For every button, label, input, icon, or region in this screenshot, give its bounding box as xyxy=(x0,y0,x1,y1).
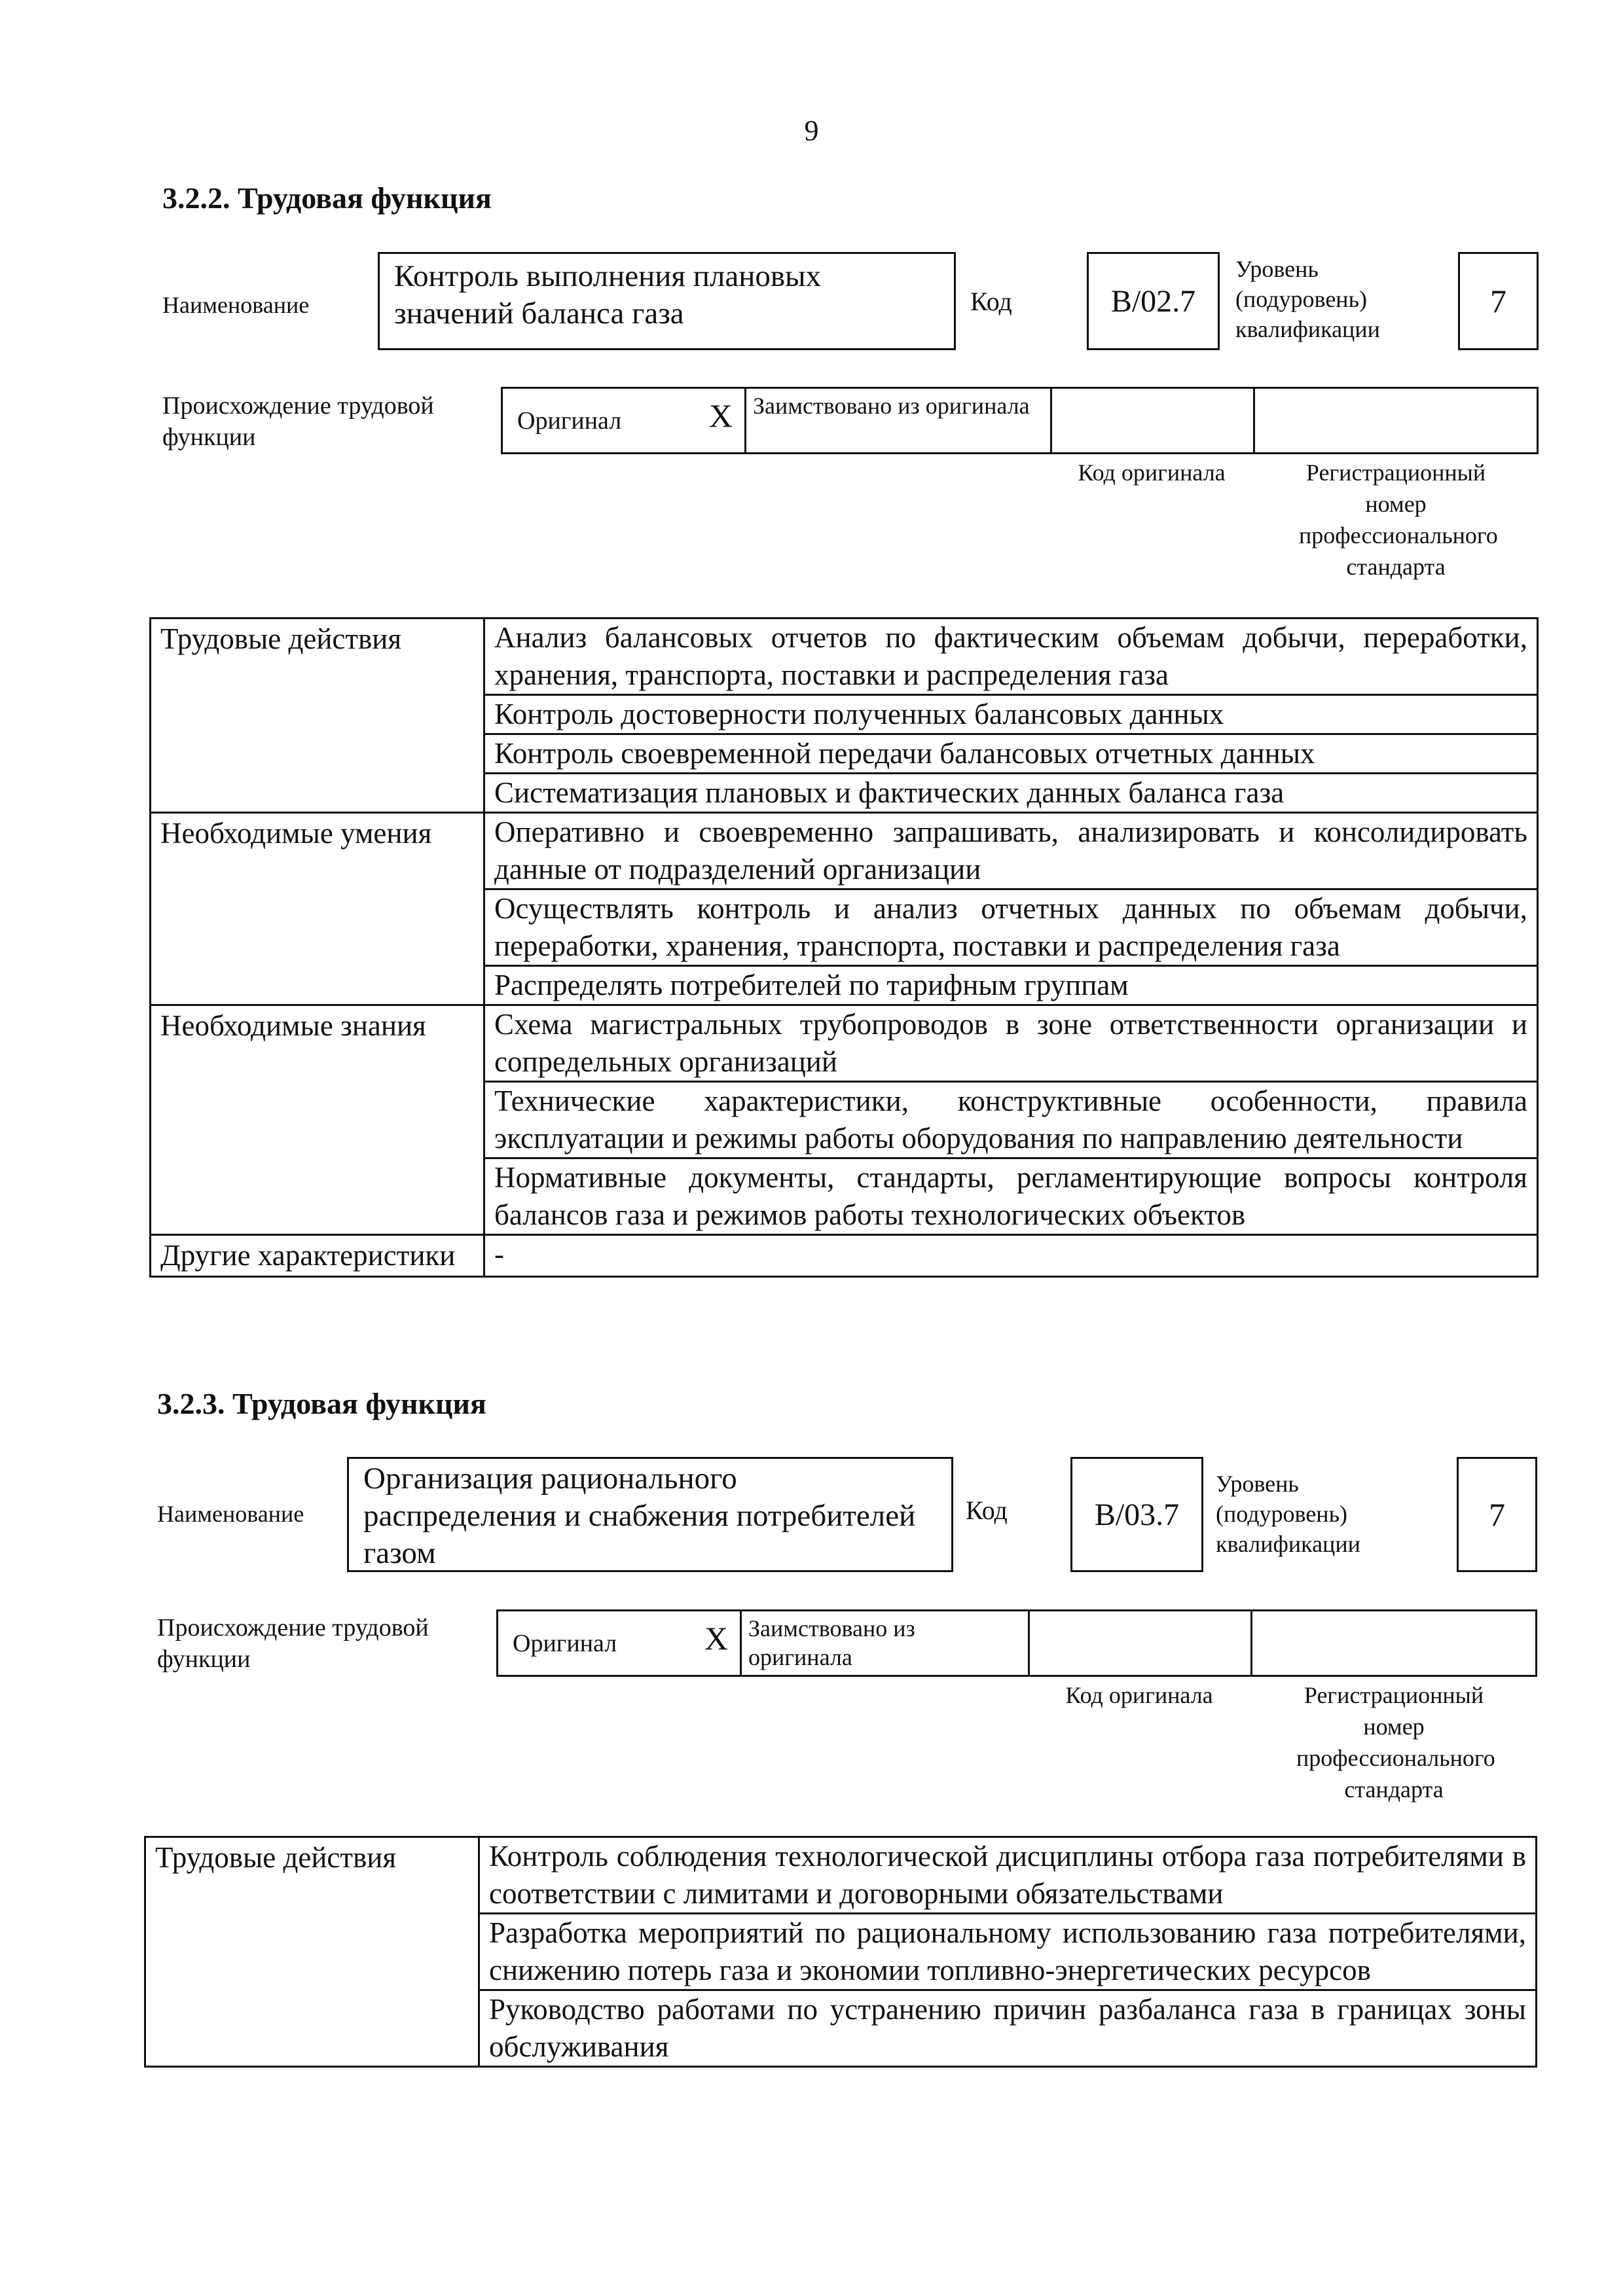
code-value-box: B/03.7 xyxy=(1070,1457,1203,1572)
table-cell: Разработка мероприятий по рациональному использованию газа потребителями, снижению потерь газа и экономии топливно-энергетических ресурсов xyxy=(479,1914,1537,1990)
table-cell: Схема магистральных трубопроводов в зоне ответственности организации и сопредельных организаций xyxy=(484,1005,1538,1082)
code-original-label: Код оригинала xyxy=(1065,1682,1213,1708)
origin-original-cell xyxy=(498,1611,742,1675)
origin-row xyxy=(501,387,1539,454)
code-label: Код xyxy=(966,1496,1008,1525)
table-cell: Систематизация плановых и фактических данных баланса газа xyxy=(484,774,1538,813)
qualification-level-box: 7 xyxy=(1458,252,1539,350)
row-label: Необходимые умения xyxy=(151,813,484,1005)
labor-function-table xyxy=(149,617,1539,1278)
reg-number-label: Регистрационный номер профессионального стандарта xyxy=(1296,1682,1495,1803)
table-cell: Анализ балансовых отчетов по фактическим объемам добычи, переработки, хранения, транспорта, поставки и распределения газа xyxy=(484,619,1538,695)
origin-row xyxy=(496,1609,1537,1677)
reg-number-label: Регистрационный номер профессионального стандарта xyxy=(1299,459,1498,580)
qualification-level-label: Уровень (подуровень) квалификации xyxy=(1235,256,1380,342)
table-cell: Контроль достоверности полученных балансовых данных xyxy=(484,695,1538,734)
table-cell: Осуществлять контроль и анализ отчетных данных по объемам добычи, переработки, хранения, транспорта, поставки и распределения газа xyxy=(484,889,1538,966)
table-cell: Контроль своевременной передачи балансовых отчетных данных xyxy=(484,734,1538,774)
origin-original-label: Оригинал xyxy=(517,406,622,435)
code-original-cell xyxy=(1052,389,1255,452)
row-label: Трудовые действия xyxy=(151,619,484,813)
function-name-box: Контроль выполнения плановых значений баланса газа xyxy=(378,252,956,350)
table-cell: Контроль соблюдения технологической дисциплины отбора газа потребителями в соответствии с лимитами и договорными обязательствами xyxy=(479,1837,1537,1914)
table-cell: Оперативно и своевременно запрашивать, анализировать и консолидировать данные от подразделений организации xyxy=(484,813,1538,889)
origin-mark: X xyxy=(704,1620,728,1657)
name-label: Наименование xyxy=(157,1501,304,1527)
origin-label: Происхождение трудовой функции xyxy=(157,1614,429,1673)
origin-original-label: Оригинал xyxy=(513,1629,617,1657)
row-label: Другие характеристики xyxy=(151,1235,484,1277)
table-cell: - xyxy=(484,1235,1538,1277)
code-value-box: B/02.7 xyxy=(1087,252,1220,350)
origin-label: Происхождение трудовой функции xyxy=(162,392,434,451)
origin-borrowed-cell: Заимствовано из оригинала xyxy=(746,389,1052,452)
table-cell: Руководство работами по устранению причин разбаланса газа в границах зоны обслуживания xyxy=(479,1990,1537,2067)
labor-function-table xyxy=(144,1836,1537,2068)
section-title: 3.2.3. Трудовая функция xyxy=(157,1387,486,1420)
origin-mark: X xyxy=(708,397,733,434)
qualification-level-label: Уровень (подуровень) квалификации xyxy=(1216,1471,1360,1557)
code-original-label: Код оригинала xyxy=(1078,459,1226,486)
reg-number-cell xyxy=(1255,389,1537,452)
page-number: 9 xyxy=(804,115,819,147)
function-name-box: Организация рационального распределения и снабжения потребителей газом xyxy=(347,1457,953,1572)
origin-original-cell xyxy=(503,389,746,452)
table-cell: Технические характеристики, конструктивные особенности, правила эксплуатации и режимы работы оборудования по направлению деятельности xyxy=(484,1082,1538,1158)
row-label: Необходимые знания xyxy=(151,1005,484,1235)
name-label: Наименование xyxy=(162,292,310,318)
table-cell: Нормативные документы, стандарты, регламентирующие вопросы контроля балансов газа и режимов работы технологических объектов xyxy=(484,1158,1538,1235)
table-cell: Распределять потребителей по тарифным группам xyxy=(484,966,1538,1005)
row-label: Трудовые действия xyxy=(145,1837,479,2067)
origin-borrowed-cell: Заимствовано из оригинала xyxy=(742,1611,1030,1675)
qualification-level-box: 7 xyxy=(1457,1457,1537,1572)
reg-number-cell xyxy=(1252,1611,1535,1675)
code-label: Код xyxy=(970,287,1012,316)
section-title: 3.2.2. Трудовая функция xyxy=(162,181,492,215)
code-original-cell xyxy=(1030,1611,1252,1675)
